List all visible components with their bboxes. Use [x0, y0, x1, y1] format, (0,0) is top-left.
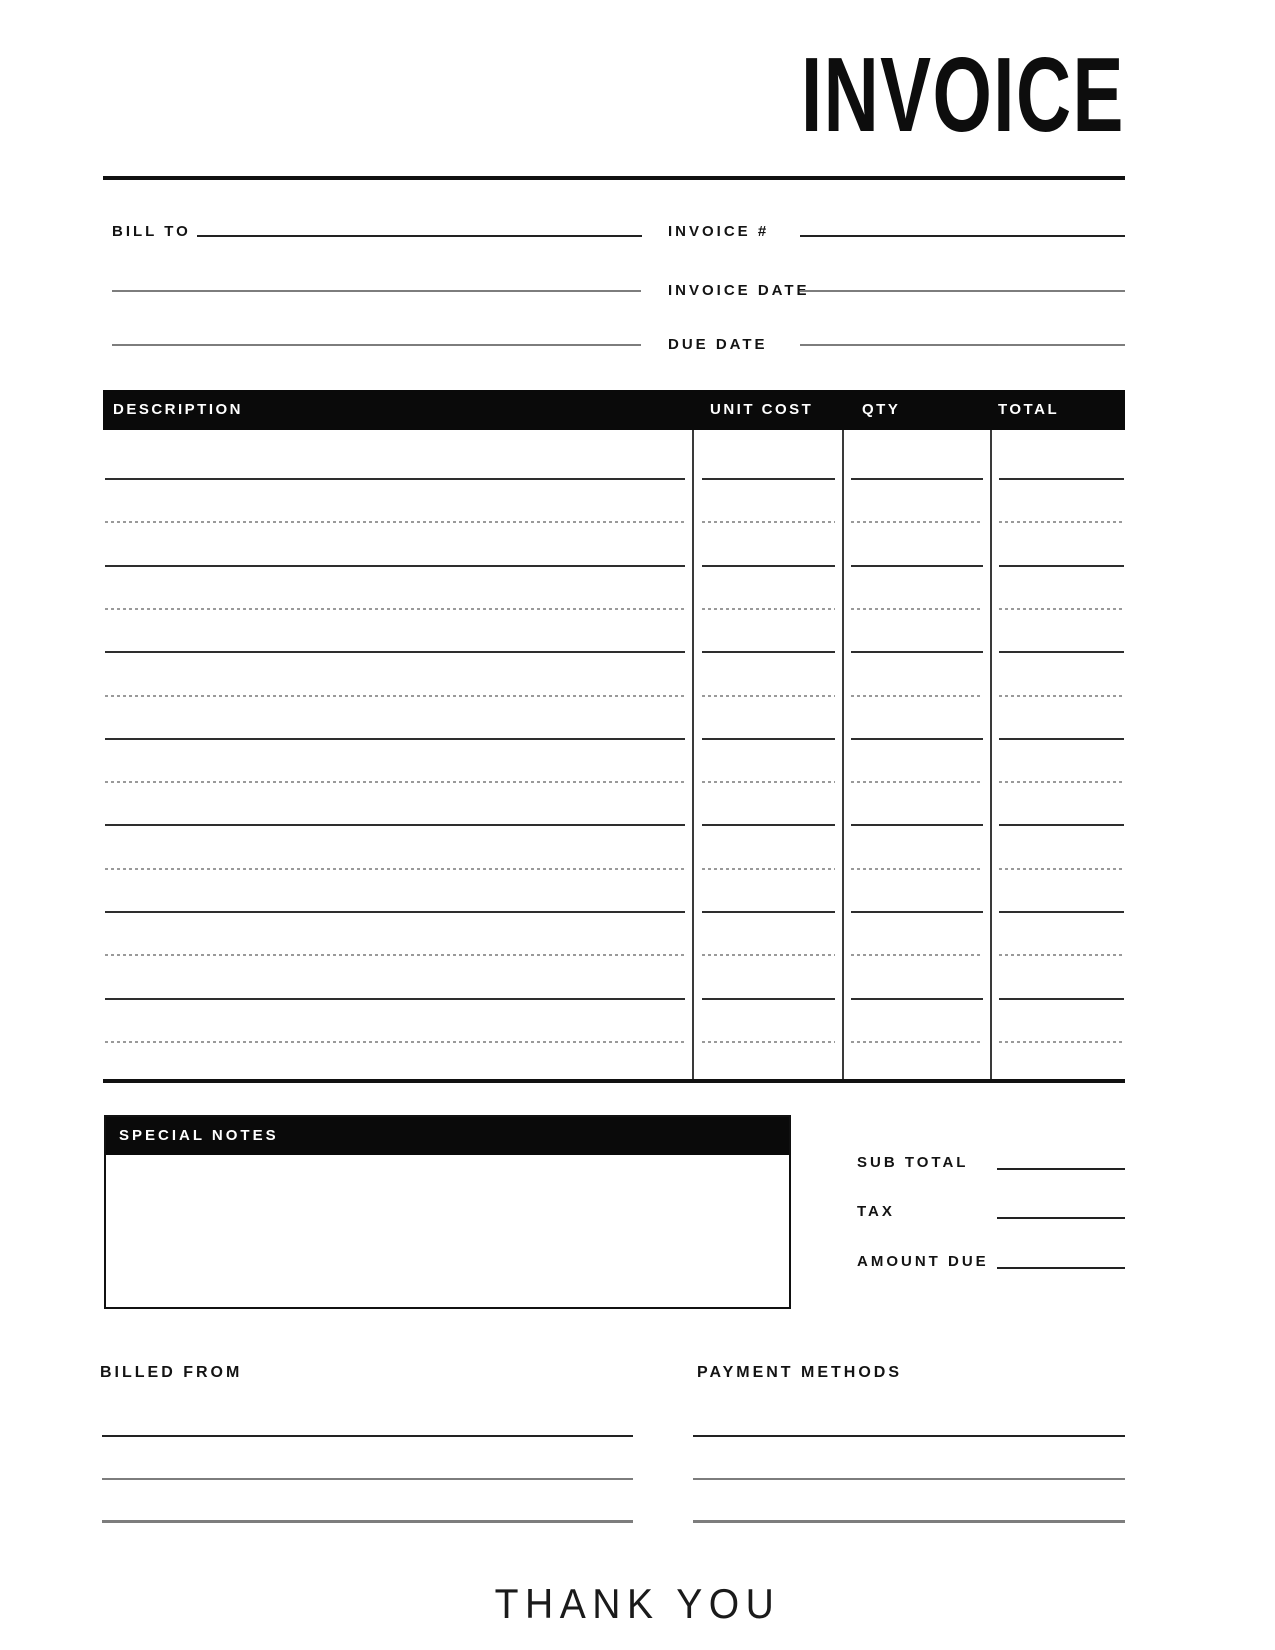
- table-row-line: [702, 868, 835, 870]
- table-row-line: [702, 824, 835, 826]
- payment-methods-field-1[interactable]: [693, 1435, 1125, 1437]
- column-header-description: DESCRIPTION: [113, 401, 244, 418]
- table-row-line: [851, 998, 983, 1000]
- column-divider-1: [692, 430, 694, 1081]
- special-notes-label: SPECIAL NOTES: [119, 1127, 279, 1144]
- column-header-total: TOTAL: [998, 401, 1060, 418]
- table-row-line: [702, 695, 835, 697]
- special-notes-area[interactable]: [106, 1155, 789, 1307]
- table-row-line: [105, 565, 685, 567]
- table-row-line: [851, 738, 983, 740]
- table-row-line: [105, 1041, 685, 1043]
- table-row-line: [702, 738, 835, 740]
- billed-from-field-3[interactable]: [102, 1520, 633, 1523]
- table-row-line: [999, 911, 1124, 913]
- table-row-line: [999, 998, 1124, 1000]
- table-row-line: [999, 781, 1124, 783]
- table-row-line: [999, 608, 1124, 610]
- table-row-line: [999, 738, 1124, 740]
- bill-to-label: BILL TO: [112, 223, 191, 240]
- invoice-date-label: INVOICE DATE: [668, 282, 810, 299]
- tax-field[interactable]: [997, 1217, 1125, 1219]
- table-row-line: [105, 651, 685, 653]
- header-divider: [103, 176, 1125, 180]
- billed-from-label: BILLED FROM: [100, 1364, 243, 1381]
- invoice-number-label: INVOICE #: [668, 223, 770, 240]
- sub-total-field[interactable]: [997, 1168, 1125, 1170]
- bill-to-field-3[interactable]: [112, 344, 641, 346]
- table-row-line: [851, 954, 983, 956]
- table-row-line: [702, 1041, 835, 1043]
- table-row-line: [999, 868, 1124, 870]
- payment-methods-label: PAYMENT METHODS: [697, 1364, 903, 1381]
- table-row-line: [702, 954, 835, 956]
- table-row-line: [851, 565, 983, 567]
- bill-to-field-2[interactable]: [112, 290, 641, 292]
- table-row-line: [999, 695, 1124, 697]
- invoice-number-field[interactable]: [800, 235, 1125, 237]
- table-row-line: [702, 565, 835, 567]
- table-row-line: [999, 824, 1124, 826]
- column-header-qty: QTY: [862, 401, 901, 418]
- table-row-line: [105, 998, 685, 1000]
- table-row-line: [105, 911, 685, 913]
- sub-total-label: SUB TOTAL: [857, 1154, 969, 1171]
- table-row-line: [851, 1041, 983, 1043]
- thank-you-text: THANK YOU: [494, 1580, 781, 1627]
- column-divider-2: [842, 430, 844, 1081]
- table-header-bar: [103, 390, 1125, 430]
- billed-from-field-2[interactable]: [102, 1478, 633, 1480]
- table-row-line: [999, 478, 1124, 480]
- table-row-line: [105, 868, 685, 870]
- invoice-date-field[interactable]: [800, 290, 1125, 292]
- amount-due-label: AMOUNT DUE: [857, 1253, 989, 1270]
- table-row-line: [999, 521, 1124, 523]
- table-row-line: [702, 998, 835, 1000]
- payment-methods-field-3[interactable]: [693, 1520, 1125, 1523]
- column-divider-3: [990, 430, 992, 1081]
- table-row-line: [851, 824, 983, 826]
- special-notes-header-bar: [106, 1117, 789, 1155]
- table-row-line: [851, 695, 983, 697]
- table-row-line: [851, 478, 983, 480]
- table-bottom-divider: [103, 1079, 1125, 1083]
- table-row-line: [702, 521, 835, 523]
- table-row-line: [999, 651, 1124, 653]
- column-header-unit-cost: UNIT COST: [710, 401, 814, 418]
- table-row-line: [851, 781, 983, 783]
- table-row-line: [105, 824, 685, 826]
- payment-methods-field-2[interactable]: [693, 1478, 1125, 1480]
- bill-to-field-1[interactable]: [197, 235, 642, 237]
- table-row-line: [105, 954, 685, 956]
- table-row-line: [105, 478, 685, 480]
- table-row-line: [851, 651, 983, 653]
- table-row-line: [702, 608, 835, 610]
- due-date-label: DUE DATE: [668, 336, 768, 353]
- table-row-line: [702, 781, 835, 783]
- table-row-line: [851, 911, 983, 913]
- table-row-line: [851, 608, 983, 610]
- table-row-line: [105, 521, 685, 523]
- due-date-field[interactable]: [800, 344, 1125, 346]
- table-row-line: [702, 651, 835, 653]
- table-row-line: [702, 478, 835, 480]
- table-row-line: [105, 781, 685, 783]
- tax-label: TAX: [857, 1203, 895, 1220]
- table-row-line: [851, 868, 983, 870]
- special-notes-box: [104, 1115, 791, 1309]
- table-row-line: [999, 954, 1124, 956]
- amount-due-field[interactable]: [997, 1267, 1125, 1269]
- table-row-line: [999, 565, 1124, 567]
- table-row-line: [105, 738, 685, 740]
- billed-from-field-1[interactable]: [102, 1435, 633, 1437]
- page-title: INVOICE: [801, 36, 1125, 154]
- table-row-line: [702, 911, 835, 913]
- table-row-line: [851, 521, 983, 523]
- table-row-line: [105, 695, 685, 697]
- table-row-line: [999, 1041, 1124, 1043]
- table-row-line: [105, 608, 685, 610]
